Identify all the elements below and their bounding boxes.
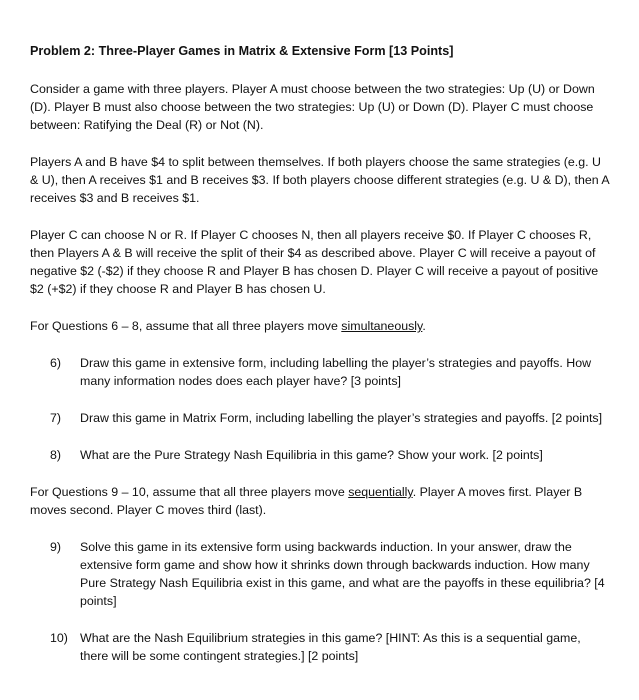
problem-title: Problem 2: Three-Player Games in Matrix & Extensive Form [13 Points] bbox=[30, 44, 454, 58]
split-paragraph: Players A and B have $4 to split between themselves. If both players choose the same strategies (e.g. U & U), then A receives $1 and B receives $3. If both players choose different strategies (e.g. U & D), then A receives $3 and B receives $1. bbox=[30, 155, 610, 205]
question-number: 9) bbox=[50, 540, 62, 554]
section1-lead: For Questions 6 – 8, assume that all three players move bbox=[30, 319, 342, 333]
section2-instruction bbox=[30, 483, 610, 519]
section2-tail: . Player A moves first. Player B moves second. Player C moves third (last). bbox=[30, 485, 583, 517]
questions-list-2 bbox=[30, 538, 610, 665]
intro-paragraph: Consider a game with three players. Player A must choose between the two strategies: Up (U) or Down (D). Player B must also choose between the two strategies: Up (U) or Down (D). Player C must choose between: Ratifying the Deal (R) or Not (N). bbox=[30, 82, 595, 132]
questions-list-1 bbox=[30, 354, 610, 464]
question-text: Draw this game in extensive form, including labelling the player’s strategies and payoffs. How many information nodes does each player have? [3 points] bbox=[80, 356, 592, 388]
question-text: What are the Pure Strategy Nash Equilibria in this game? Show your work. [2 points] bbox=[80, 448, 543, 462]
question-text: What are the Nash Equilibrium strategies in this game? [HINT: As this is a sequential game, there will be some contingent strategies.] [2 points] bbox=[80, 631, 581, 663]
document-page bbox=[30, 42, 610, 684]
question-number: 10) bbox=[50, 631, 68, 645]
section2-emphasis: sequentially bbox=[348, 485, 413, 499]
question-number: 7) bbox=[50, 411, 62, 425]
question-text: Draw this game in Matrix Form, including labelling the player’s strategies and payoffs. [2 points] bbox=[80, 411, 603, 425]
section1-instruction bbox=[30, 317, 610, 335]
player-c-paragraph: Player C can choose N or R. If Player C chooses N, then all players receive $0. If Player C chooses R, then Players A & B will receive the split of their $4 as described above. Player C will receive a payout of negative $2 (-$2) if they choose R and Player B has chosen D. Player C will receive a payout of positive $2 (+$2) if they choose R and Player B has chosen U. bbox=[30, 228, 599, 296]
question-number: 8) bbox=[50, 448, 62, 462]
question-item bbox=[30, 354, 610, 390]
question-item bbox=[30, 409, 610, 427]
section1-emphasis: simultaneously bbox=[341, 319, 423, 333]
question-item bbox=[30, 446, 610, 464]
section1-tail: . bbox=[422, 319, 426, 333]
question-item bbox=[30, 538, 610, 610]
question-number: 6) bbox=[50, 356, 62, 370]
section2-lead: For Questions 9 – 10, assume that all three players move bbox=[30, 485, 349, 499]
question-item bbox=[30, 629, 610, 665]
question-text: Solve this game in its extensive form using backwards induction. In your answer, draw the extensive form game and show how it shrinks down through backwards induction. How many Pure Strategy Nash Equilibria exist in this game, and what are the payoffs in these equilibria? [4 points] bbox=[80, 540, 605, 608]
